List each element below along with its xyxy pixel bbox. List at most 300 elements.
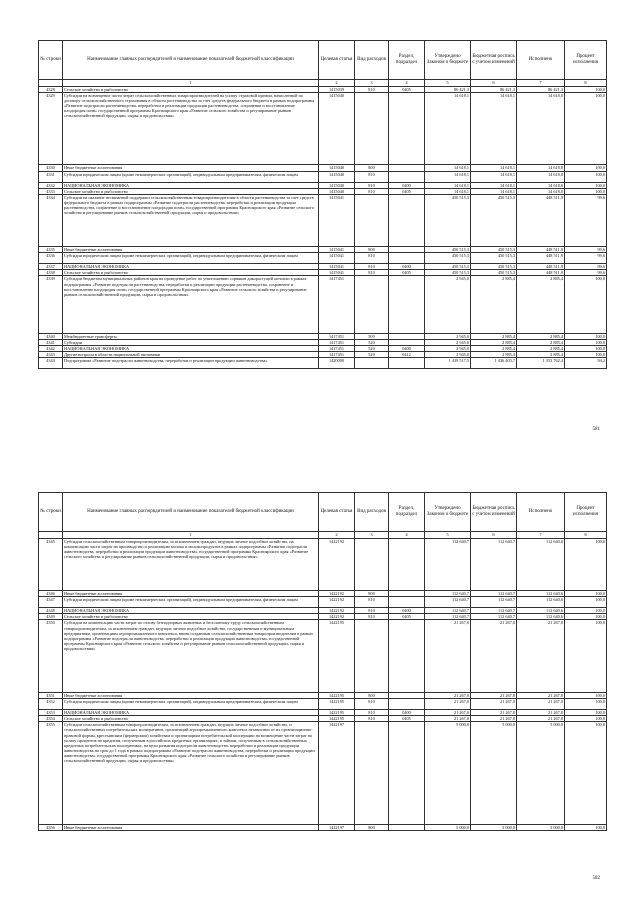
expense-type — [355, 722, 389, 825]
header-budget-list: Бюджетная роспись с учетом изменений — [471, 41, 517, 80]
target-article: 1422195 — [319, 716, 355, 722]
approved-amount: 14 618,1 — [425, 171, 471, 182]
approved-amount: 112 640,7 — [425, 608, 471, 614]
row-name: Иные бюджетные ассигнования — [63, 246, 319, 252]
colnum: 6 — [471, 80, 517, 87]
execution-percent: 100,0 — [565, 825, 607, 831]
section-code — [389, 357, 425, 368]
row-name: Субсидии юридическим лицам (кроме некоммерческих организаций), индивидуальным предпринимателям, физическим лицам — [63, 253, 319, 264]
section-code: 0405 — [389, 716, 425, 722]
expense-type: 800 — [355, 246, 389, 252]
table-row — [39, 597, 607, 608]
header-row-number: № строки — [39, 41, 63, 80]
budget-list-amount: 2 885,4 — [471, 276, 517, 333]
row-number: 4350 — [39, 620, 63, 692]
expense-type: 810 — [355, 270, 389, 276]
expense-type — [355, 276, 389, 333]
budget-table — [38, 40, 607, 369]
row-number: 4329 — [39, 93, 63, 165]
expense-type — [355, 194, 389, 246]
header-section: Раздел, подраздел — [389, 41, 425, 80]
section-code — [389, 698, 425, 709]
section-code — [389, 253, 425, 264]
approved-amount: 14 618,1 — [425, 188, 471, 194]
execution-percent: 100,0 — [565, 276, 607, 333]
colnum — [39, 532, 63, 539]
header-percent: Процент исполнения — [565, 493, 607, 532]
execution-percent: 99,6 — [565, 270, 607, 276]
target-article: 1422197 — [319, 825, 355, 831]
approved-amount: 21 267,0 — [425, 716, 471, 722]
header-percent: Процент исполнения — [565, 41, 607, 80]
row-name: Иные бюджетные ассигнования — [63, 591, 319, 597]
approved-amount: 112 640,7 — [425, 591, 471, 597]
approved-amount: 14 618,1 — [425, 93, 471, 165]
row-number: 4348 — [39, 608, 63, 614]
execution-percent: 100,0 — [565, 620, 607, 692]
executed-amount: 112 640,6 — [517, 539, 565, 591]
budget-list-amount: 14 618,1 — [471, 171, 517, 182]
header-executed: Исполнено — [517, 41, 565, 80]
expense-type: 520 — [355, 351, 389, 357]
colnum: 5 — [425, 80, 471, 87]
section-code: 0405 — [389, 614, 425, 620]
approved-amount: 5 000,0 — [425, 825, 471, 831]
header-section: Раздел, подраздел — [389, 493, 425, 532]
expense-type: 800 — [355, 825, 389, 831]
execution-percent: 99,6 — [565, 253, 607, 264]
column-number-row — [39, 80, 607, 87]
section-code — [389, 825, 425, 831]
budget-list-amount: 14 618,1 — [471, 188, 517, 194]
execution-percent: 100,0 — [565, 345, 607, 351]
table-row — [39, 253, 607, 264]
colnum: 1 — [63, 80, 319, 87]
table-row — [39, 93, 607, 165]
target-article: 1422192 — [319, 539, 355, 591]
row-name: НАЦИОНАЛЬНАЯ ЭКОНОМИКА — [63, 710, 319, 716]
row-name: Иные бюджетные ассигнования — [63, 692, 319, 698]
executed-amount: 21 267,0 — [517, 710, 565, 716]
expense-type: 520 — [355, 345, 389, 351]
colnum: 7 — [517, 80, 565, 87]
colnum — [39, 80, 63, 87]
row-name: НАЦИОНАЛЬНАЯ ЭКОНОМИКА — [63, 182, 319, 188]
page-581 — [0, 0, 640, 452]
executed-amount: 14 618,0 — [517, 171, 565, 182]
expense-type — [355, 357, 389, 368]
section-code: 0405 — [389, 87, 425, 93]
section-code — [389, 171, 425, 182]
execution-percent: 100,0 — [565, 722, 607, 825]
executed-amount: 2 885,4 — [517, 333, 565, 339]
execution-percent: 100,0 — [565, 333, 607, 339]
header-expense-type: Вид расходов — [355, 41, 389, 80]
executed-amount: 14 618,0 — [517, 188, 565, 194]
header-name: Наименование главных распорядителей и наименование показателей бюджетной классификации — [63, 493, 319, 532]
section-code: 0405 — [389, 188, 425, 194]
expense-type: 810 — [355, 716, 389, 722]
colnum: 8 — [565, 532, 607, 539]
executed-amount: 21 267,0 — [517, 692, 565, 698]
row-name: Субсидии бюджетам муниципальных районов края на проведение работ по уничтожению сорняков дикорастущей конопли в рамках подпрограммы «Развитие подотрасли растениеводства, переработки и реализации продукции растениеводства, сохранение и восстановление плодородия почв» государственной программы Красноярского края «Развитие сельского хозяйства и регулирование рынков сельскохозяйственной продукции, сырья и продовольствия» — [63, 276, 319, 333]
section-code — [389, 539, 425, 591]
execution-percent: 100,0 — [565, 188, 607, 194]
budget-list-amount: 112 640,7 — [471, 608, 517, 614]
budget-list-amount: 450 515,3 — [471, 270, 517, 276]
expense-type — [355, 539, 389, 591]
executed-amount: 21 267,0 — [517, 698, 565, 709]
row-number: 4338 — [39, 270, 63, 276]
section-code — [389, 722, 425, 825]
table-row — [39, 722, 607, 825]
colnum: 4 — [389, 532, 425, 539]
target-article: 1422195 — [319, 698, 355, 709]
execution-percent: 100,0 — [565, 614, 607, 620]
row-number: 4328 — [39, 87, 63, 93]
colnum: 4 — [389, 80, 425, 87]
approved-amount: 112 640,7 — [425, 614, 471, 620]
row-name: Межбюджетные трансферты — [63, 333, 319, 339]
target-article: 1422197 — [319, 722, 355, 825]
budget-list-amount: 14 618,1 — [471, 93, 517, 165]
execution-percent: 100,0 — [565, 351, 607, 357]
row-number: 4342 — [39, 345, 63, 351]
executed-amount: 1 353 762,4 — [517, 357, 565, 368]
section-code — [389, 620, 425, 692]
row-name: Сельское хозяйство и рыболовство — [63, 716, 319, 722]
budget-list-amount: 112 640,7 — [471, 597, 517, 608]
section-code — [389, 597, 425, 608]
approved-amount: 2 945,0 — [425, 351, 471, 357]
budget-list-amount: 14 618,1 — [471, 182, 517, 188]
header-approved: Утверждено Законом о бюджете — [425, 493, 471, 532]
row-number: 4349 — [39, 614, 63, 620]
execution-percent: 100,0 — [565, 698, 607, 709]
expense-type: 810 — [355, 597, 389, 608]
execution-percent: 100,0 — [565, 171, 607, 182]
row-number: 4339 — [39, 276, 63, 333]
table-body — [39, 87, 607, 369]
row-number: 4331 — [39, 171, 63, 182]
header-target-article: Целевая статья — [319, 41, 355, 80]
row-name: Субсидии на возмещение части затрат сельскохозяйственных товаропроизводителей на уплату страховой премии, начисленной по договору сельскохозяйственного страхования в области растениеводства за счет средств федерального бюджета в рамках подпрограммы «Развитие подотрасли растениеводства, переработки и реализации продукции растениеводства, сохранение и восстановление плодородия почв» государственной программы Красноярского края «Развитие сельского хозяйства и регулирование рынков сельскохозяйственной продукции, сырья и продовольствия» — [63, 93, 319, 165]
header-executed: Исполнено — [517, 493, 565, 532]
row-name: НАЦИОНАЛЬНАЯ ЭКОНОМИКА — [63, 608, 319, 614]
approved-amount: 21 267,0 — [425, 710, 471, 716]
budget-list-amount: 450 515,3 — [471, 253, 517, 264]
expense-type: 500 — [355, 333, 389, 339]
target-article: 1415041 — [319, 264, 355, 270]
table-row — [39, 698, 607, 709]
row-name: Субсидии сельскохозяйственным товаропроизводителям, за исключением граждан, ведущих личное подсобное хозяйство, и сельскохозяйственных потребительских кооперативов, организаций агропромышленного комплекса независимо от их организационно-правовой формы, крестьянским (фермерским) хозяйствам и организациям потребительской кооперации на возмещение части затрат на уплату процентов по кредитам, полученным в российских кредитных организациях, и займам, полученным в сельскохозяйственных кредитных потребительских кооперативах, на цели развития подотрасли животноводства, переработки и реализации продукции животноводства на срок до 1 года в рамках подпрограммы «Развитие подотрасли животноводства, переработки и реализации продукции животноводства» государственной программы Красноярского края «Развитие сельского хозяйства и регулирование рынков сельскохозяйственной продукции, сырья и продовольствия» — [63, 722, 319, 825]
expense-type: 810 — [355, 264, 389, 270]
target-article: 1415039 — [319, 87, 355, 93]
page-number: 581 — [592, 427, 600, 432]
executed-amount: 5 000,0 — [517, 825, 565, 831]
expense-type — [355, 620, 389, 692]
executed-amount: 448 511,9 — [517, 270, 565, 276]
approved-amount: 2 945,0 — [425, 333, 471, 339]
budget-table — [38, 492, 607, 831]
execution-percent: 100,0 — [565, 339, 607, 345]
row-number: 4337 — [39, 264, 63, 270]
expense-type: 800 — [355, 692, 389, 698]
target-article: 1422192 — [319, 608, 355, 614]
row-name: Субсидии сельскохозяйственным товаропроизводителям, за исключением граждан, ведущих личное подсобное хозяйство, на компенсацию части затрат на производство и реализацию молока и молокопродуктов в рамках подпрограммы «Развитие подотрасли животноводства, переработки и реализации продукции животноводства» государственной программы Красноярского края «Развитие сельского хозяйства и регулирование рынков сельскохозяйственной продукции, сырья и продовольствия» — [63, 539, 319, 591]
row-number: 4330 — [39, 165, 63, 171]
section-code: 0400 — [389, 608, 425, 614]
executed-amount: 21 267,0 — [517, 620, 565, 692]
row-number: 4345 — [39, 539, 63, 591]
execution-percent: 99,6 — [565, 264, 607, 270]
colnum: 3 — [355, 80, 389, 87]
approved-amount: 450 515,3 — [425, 246, 471, 252]
executed-amount: 5 000,0 — [517, 722, 565, 825]
executed-amount: 2 885,4 — [517, 345, 565, 351]
row-name: НАЦИОНАЛЬНАЯ ЭКОНОМИКА — [63, 345, 319, 351]
table-row — [39, 276, 607, 333]
executed-amount: 112 640,6 — [517, 591, 565, 597]
section-code: 0405 — [389, 270, 425, 276]
expense-type — [355, 93, 389, 165]
executed-amount: 112 640,6 — [517, 614, 565, 620]
execution-percent: 100,0 — [565, 182, 607, 188]
table-body — [39, 539, 607, 831]
colnum: 5 — [425, 532, 471, 539]
table-row — [39, 194, 607, 246]
target-article: 1417451 — [319, 345, 355, 351]
executed-amount: 2 885,4 — [517, 276, 565, 333]
row-number: 4352 — [39, 698, 63, 709]
budget-list-amount: 5 000,0 — [471, 825, 517, 831]
section-code: 0400 — [389, 264, 425, 270]
executed-amount: 448 511,9 — [517, 264, 565, 270]
budget-list-amount: 21 267,0 — [471, 620, 517, 692]
section-code: 0400 — [389, 710, 425, 716]
table-row — [39, 620, 607, 692]
target-article: 1422192 — [319, 614, 355, 620]
row-name: Подпрограмма «Развитие подотрасли животноводства, переработки и реализации продукции животноводства» — [63, 357, 319, 368]
execution-percent: 100,0 — [565, 539, 607, 591]
target-article: 1415040 — [319, 165, 355, 171]
executed-amount: 14 618,0 — [517, 93, 565, 165]
header-approved: Утверждено Законом о бюджете — [425, 41, 471, 80]
execution-percent: 100,0 — [565, 710, 607, 716]
execution-percent: 100,0 — [565, 597, 607, 608]
budget-list-amount: 450 515,3 — [471, 194, 517, 246]
expense-type: 810 — [355, 171, 389, 182]
expense-type: 810 — [355, 87, 389, 93]
budget-list-amount: 450 515,3 — [471, 246, 517, 252]
approved-amount: 450 515,3 — [425, 194, 471, 246]
target-article: 1420000 — [319, 357, 355, 368]
row-number: 4343 — [39, 351, 63, 357]
section-code: 0412 — [389, 351, 425, 357]
row-number: 4356 — [39, 825, 63, 831]
row-number: 4344 — [39, 357, 63, 368]
budget-list-amount: 1 436 403,7 — [471, 357, 517, 368]
executed-amount: 112 640,6 — [517, 597, 565, 608]
row-number: 4347 — [39, 597, 63, 608]
target-article: 1417451 — [319, 339, 355, 345]
approved-amount: 21 267,0 — [425, 620, 471, 692]
approved-amount: 1 439 517,5 — [425, 357, 471, 368]
execution-percent: 100,0 — [565, 165, 607, 171]
row-name: Сельское хозяйство и рыболовство — [63, 270, 319, 276]
colnum: 8 — [565, 80, 607, 87]
table-row — [39, 357, 607, 368]
row-number: 4353 — [39, 710, 63, 716]
budget-list-amount: 86 421,3 — [471, 87, 517, 93]
colnum: 1 — [63, 532, 319, 539]
row-number: 4341 — [39, 339, 63, 345]
target-article: 1415041 — [319, 253, 355, 264]
target-article: 1422195 — [319, 710, 355, 716]
colnum: 7 — [517, 532, 565, 539]
budget-list-amount: 5 000,0 — [471, 722, 517, 825]
expense-type: 800 — [355, 591, 389, 597]
row-name: Субсидии юридическим лицам (кроме некоммерческих организаций), индивидуальным предпринимателям, физическим лицам — [63, 597, 319, 608]
approved-amount: 450 515,3 — [425, 270, 471, 276]
approved-amount: 2 945,0 — [425, 339, 471, 345]
expense-type: 810 — [355, 698, 389, 709]
execution-percent: 100,0 — [565, 716, 607, 722]
execution-percent: 99,6 — [565, 194, 607, 246]
approved-amount: 112 640,7 — [425, 597, 471, 608]
expense-type: 810 — [355, 608, 389, 614]
target-article: 1417451 — [319, 276, 355, 333]
executed-amount: 86 421,3 — [517, 87, 565, 93]
expense-type: 800 — [355, 165, 389, 171]
section-code: 0400 — [389, 345, 425, 351]
row-name: Субсидии юридическим лицам (кроме некоммерческих организаций), индивидуальным предпринимателям, физическим лицам — [63, 171, 319, 182]
execution-percent: 100,0 — [565, 591, 607, 597]
target-article: 1422195 — [319, 620, 355, 692]
colnum: 3 — [355, 532, 389, 539]
executed-amount: 2 885,4 — [517, 351, 565, 357]
colnum: 2 — [319, 80, 355, 87]
target-article: 1417451 — [319, 351, 355, 357]
page-number: 582 — [592, 876, 600, 881]
expense-type: 810 — [355, 710, 389, 716]
approved-amount: 14 618,1 — [425, 165, 471, 171]
row-number: 4340 — [39, 333, 63, 339]
expense-type: 520 — [355, 339, 389, 345]
approved-amount: 21 267,0 — [425, 692, 471, 698]
section-code — [389, 93, 425, 165]
header-row-number: № строки — [39, 493, 63, 532]
expense-type: 810 — [355, 188, 389, 194]
page-582 — [0, 452, 640, 905]
execution-percent: 99,6 — [565, 246, 607, 252]
budget-list-amount: 14 618,1 — [471, 165, 517, 171]
budget-list-amount: 21 267,0 — [471, 698, 517, 709]
budget-list-amount: 450 515,3 — [471, 264, 517, 270]
target-article: 1415040 — [319, 171, 355, 182]
budget-list-amount: 112 640,7 — [471, 539, 517, 591]
execution-percent: 100,0 — [565, 93, 607, 165]
executed-amount: 112 640,6 — [517, 608, 565, 614]
budget-list-amount: 2 885,4 — [471, 351, 517, 357]
colnum: 6 — [471, 532, 517, 539]
row-number: 4334 — [39, 194, 63, 246]
header-budget-list: Бюджетная роспись с учетом изменений — [471, 493, 517, 532]
budget-list-amount: 21 267,0 — [471, 716, 517, 722]
executed-amount: 14 618,0 — [517, 182, 565, 188]
executed-amount: 448 511,9 — [517, 194, 565, 246]
budget-list-amount: 112 640,7 — [471, 591, 517, 597]
row-name: Сельское хозяйство и рыболовство — [63, 87, 319, 93]
row-name: Сельское хозяйство и рыболовство — [63, 188, 319, 194]
approved-amount: 450 515,3 — [425, 253, 471, 264]
target-article: 1415041 — [319, 270, 355, 276]
row-name: Иные бюджетные ассигнования — [63, 825, 319, 831]
execution-percent: 100,0 — [565, 87, 607, 93]
table-row — [39, 825, 607, 831]
executed-amount: 448 511,9 — [517, 246, 565, 252]
executed-amount: 14 618,0 — [517, 165, 565, 171]
table-row — [39, 171, 607, 182]
row-number: 4332 — [39, 182, 63, 188]
approved-amount: 2 945,0 — [425, 345, 471, 351]
approved-amount: 5 000,0 — [425, 722, 471, 825]
target-article: 1422192 — [319, 591, 355, 597]
row-name: Субсидии — [63, 339, 319, 345]
approved-amount: 21 267,0 — [425, 698, 471, 709]
target-article: 1415040 — [319, 93, 355, 165]
budget-list-amount: 2 885,4 — [471, 345, 517, 351]
execution-percent: 100,0 — [565, 692, 607, 698]
target-article: 1415040 — [319, 182, 355, 188]
row-name: Иные бюджетные ассигнования — [63, 165, 319, 171]
approved-amount: 14 618,1 — [425, 182, 471, 188]
row-number: 4346 — [39, 591, 63, 597]
expense-type: 810 — [355, 253, 389, 264]
row-name: Субсидии на оказание несвязанной поддержки сельскохозяйственным товаропроизводителям в области растениеводства за счет средств федерального бюджета в рамках подпрограммы «Развитие подотрасли растениеводства, переработки и реализации продукции растениеводства, сохранение и восстановление плодородия почв» государственной программы Красноярского края «Развитие сельского хозяйства и регулирование рынков сельскохозяйственной продукции, сырья и продовольствия» — [63, 194, 319, 246]
approved-amount: 86 421,3 — [425, 87, 471, 93]
header-target-article: Целевая статья — [319, 493, 355, 532]
row-number: 4351 — [39, 692, 63, 698]
row-name: НАЦИОНАЛЬНАЯ ЭКОНОМИКА — [63, 264, 319, 270]
section-code: 0400 — [389, 182, 425, 188]
row-number: 4335 — [39, 246, 63, 252]
row-number: 4354 — [39, 716, 63, 722]
header-expense-type: Вид расходов — [355, 493, 389, 532]
execution-percent: 100,0 — [565, 608, 607, 614]
executed-amount: 21 267,0 — [517, 716, 565, 722]
row-name: Субсидии на компенсацию части затрат по отлову безнадзорных животных и бесплатному труду сельскохозяйственным товаропроизводителям, за исключением граждан, ведущих личное подсобное хозяйство, государственным и муниципальным предприятиям, организациям агропромышленного комплекса, вновь созданным сельскохозяйственным товаропроизводителям в рамках подпрограммы «Развитие подотрасли животноводства, переработки и реализации продукции животноводства» государственной программы Красноярского края «Развитие сельского хозяйства и регулирование рынков сельскохозяйственной продукции, сырья и продовольствия» — [63, 620, 319, 692]
colnum: 2 — [319, 532, 355, 539]
row-number: 4333 — [39, 188, 63, 194]
row-name: Другие вопросы в области национальной экономики — [63, 351, 319, 357]
target-article: 1415041 — [319, 194, 355, 246]
target-article: 1422195 — [319, 692, 355, 698]
executed-amount: 2 885,4 — [517, 339, 565, 345]
budget-list-amount: 112 640,7 — [471, 614, 517, 620]
budget-list-amount: 2 885,4 — [471, 333, 517, 339]
target-article: 1415040 — [319, 188, 355, 194]
row-number: 4336 — [39, 253, 63, 264]
row-name: Субсидии юридическим лицам (кроме некоммерческих организаций), индивидуальным предпринимателям, физическим лицам — [63, 698, 319, 709]
section-code — [389, 276, 425, 333]
target-article: 1422192 — [319, 597, 355, 608]
budget-list-amount: 21 267,0 — [471, 692, 517, 698]
column-number-row — [39, 532, 607, 539]
table-row — [39, 539, 607, 591]
target-article: 1417451 — [319, 333, 355, 339]
approved-amount: 450 515,3 — [425, 264, 471, 270]
